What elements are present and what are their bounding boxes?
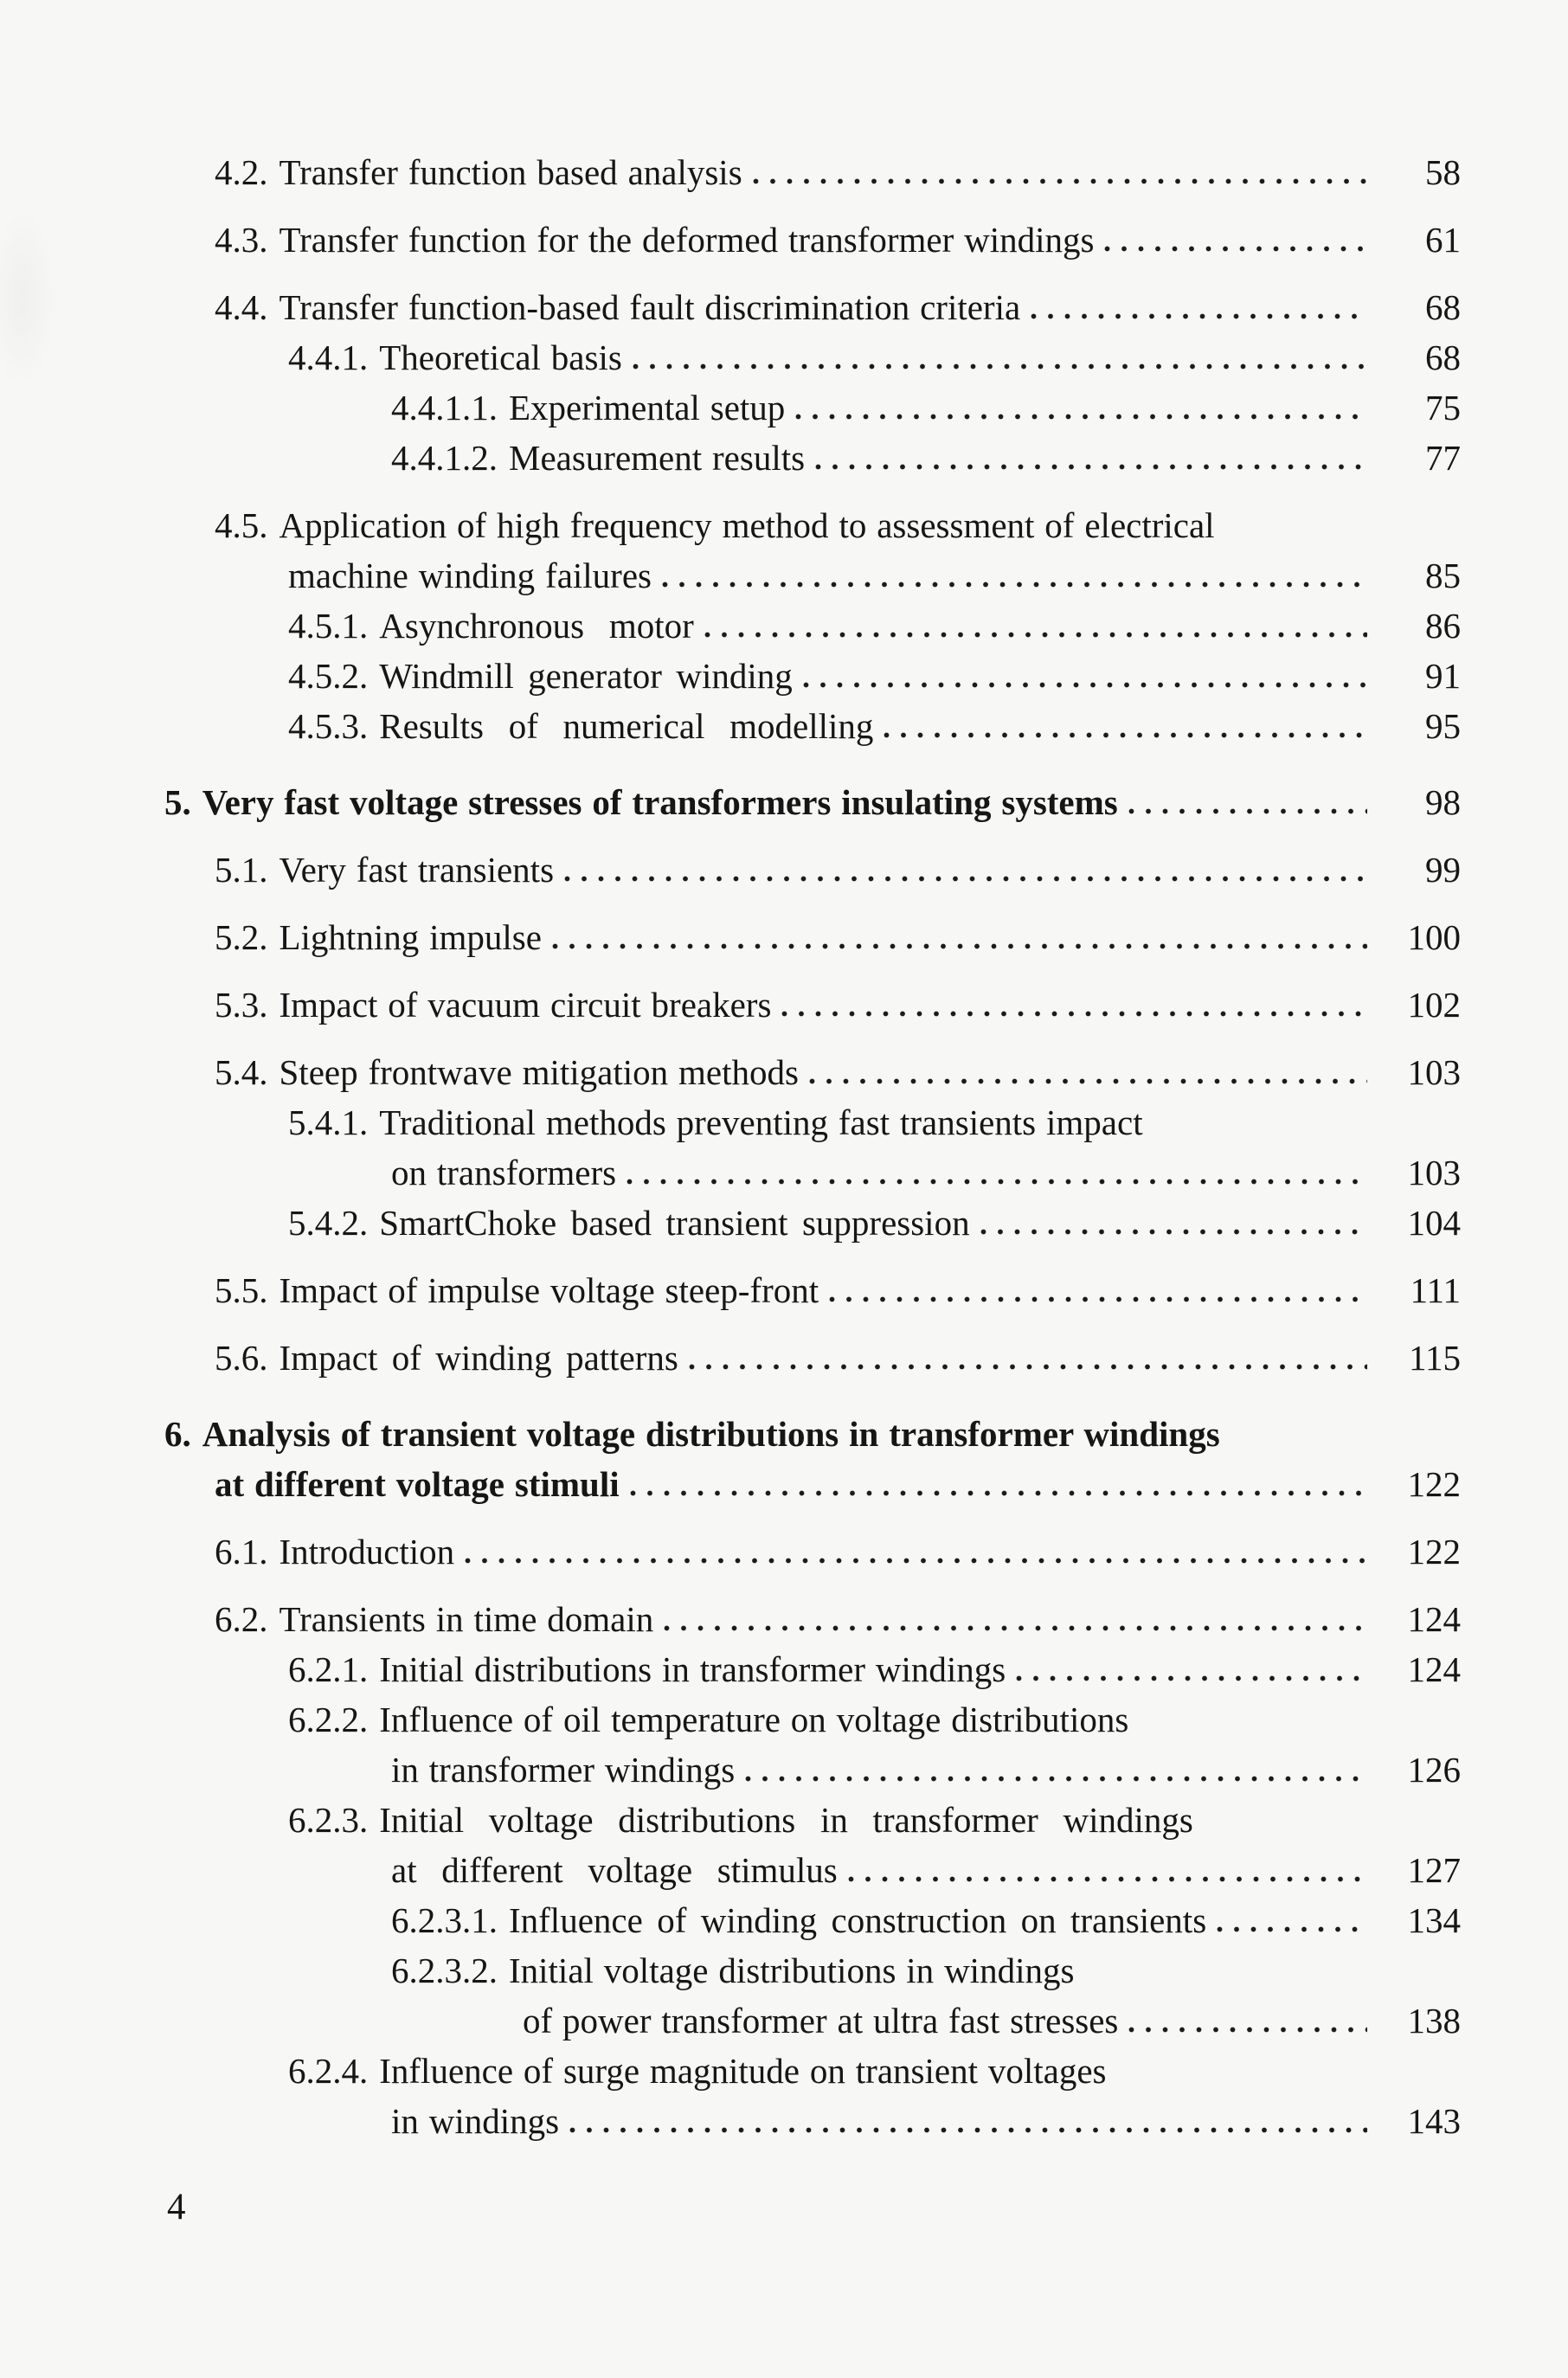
dot-leader xyxy=(829,1296,1367,1302)
entry-page-number: 103 xyxy=(1407,1153,1461,1192)
entry-title: Initial distributions in transformer windings xyxy=(379,1649,1006,1689)
dot-leader xyxy=(1016,1675,1367,1681)
entry-page-number: 138 xyxy=(1407,2001,1461,2041)
entry-title: Results of numerical modelling xyxy=(379,706,874,746)
entry-page-number: 91 xyxy=(1425,656,1461,696)
dot-leader xyxy=(753,178,1367,184)
entry-number: 6.1. xyxy=(215,1532,268,1571)
toc-entry xyxy=(0,651,1461,701)
toc-entry-continuation xyxy=(0,2096,1461,2146)
toc-entry xyxy=(0,1644,1461,1694)
entry-title: Transients in time domain xyxy=(279,1599,654,1639)
entry-page-number: 134 xyxy=(1407,1900,1461,1940)
dot-leader xyxy=(809,1078,1367,1084)
entry-number: 4.5.1. xyxy=(288,606,369,646)
dot-leader xyxy=(569,2127,1367,2133)
entry-number: 4.4.1.1. xyxy=(391,388,498,427)
entry-page-number: 68 xyxy=(1425,337,1461,377)
entry-number: 5.1. xyxy=(215,850,268,890)
entry-title: Lightning impulse xyxy=(279,917,542,957)
entry-title: Very fast voltage stresses of transformers insulating systems xyxy=(202,782,1118,822)
toc-entry xyxy=(0,382,1461,433)
entry-number: 4.5. xyxy=(215,505,268,545)
entry-title: of power transformer at ultra fast stresses xyxy=(523,2001,1119,2041)
entry-title: Introduction xyxy=(279,1532,455,1571)
dot-leader xyxy=(745,1776,1367,1782)
entry-number: 5.2. xyxy=(215,917,268,957)
toc-entry xyxy=(0,777,1461,827)
toc-entry xyxy=(0,1333,1461,1383)
entry-page-number: 58 xyxy=(1425,152,1461,192)
dot-leader xyxy=(630,1490,1367,1496)
toc-entry xyxy=(0,215,1461,265)
toc-entry-continuation xyxy=(0,1459,1461,1509)
dot-leader xyxy=(884,732,1367,738)
entry-title: on transformers xyxy=(391,1153,617,1192)
entry-number: 6.2.3. xyxy=(288,1800,369,1840)
entry-page-number: 143 xyxy=(1407,2101,1461,2141)
entry-title: SmartChoke based transient suppression xyxy=(379,1203,970,1243)
entry-number: 4.4.1.2. xyxy=(391,438,498,478)
toc-entry xyxy=(0,1409,1461,1459)
entry-title: in windings xyxy=(391,2101,560,2141)
toc-entry xyxy=(0,433,1461,483)
entry-title: Application of high frequency method to assessment of electrical xyxy=(279,505,1215,545)
entry-page-number: 85 xyxy=(1425,556,1461,595)
toc-entry xyxy=(0,1694,1461,1745)
entry-page-number: 95 xyxy=(1425,706,1461,746)
entry-number: 5.4.1. xyxy=(288,1102,369,1142)
toc-entry xyxy=(0,701,1461,751)
entry-number: 6.2.3.1. xyxy=(391,1900,498,1940)
entry-page-number: 68 xyxy=(1425,287,1461,327)
entry-title: at different voltage stimuli xyxy=(215,1464,620,1504)
entry-title: in transformer windings xyxy=(391,1750,736,1790)
toc-entry xyxy=(0,601,1461,651)
entry-title: Transfer function based analysis xyxy=(279,152,742,192)
entry-title: Measurement results xyxy=(509,438,806,478)
entry-title: Influence of oil temperature on voltage distributions xyxy=(379,1700,1129,1739)
entry-page-number: 75 xyxy=(1425,388,1461,427)
entry-number: 5.4.2. xyxy=(288,1203,369,1243)
entry-number: 4.3. xyxy=(215,220,268,260)
entry-page-number: 102 xyxy=(1407,985,1461,1025)
dot-leader xyxy=(781,1011,1367,1017)
entry-title: machine winding failures xyxy=(288,556,652,595)
table-of-contents xyxy=(0,147,1461,2146)
toc-entry xyxy=(0,980,1461,1030)
entry-number: 5.5. xyxy=(215,1270,268,1310)
entry-page-number: 124 xyxy=(1407,1649,1461,1689)
entry-page-number: 103 xyxy=(1407,1052,1461,1092)
entry-page-number: 127 xyxy=(1407,1850,1461,1890)
entry-title: Analysis of transient voltage distributions in transformer windings xyxy=(202,1414,1220,1454)
entry-title: Traditional methods preventing fast transients impact xyxy=(379,1102,1143,1142)
entry-number: 6.2.1. xyxy=(288,1649,369,1689)
dot-leader xyxy=(627,1179,1367,1185)
toc-entry xyxy=(0,1526,1461,1577)
entry-title: at different voltage stimulus xyxy=(391,1850,838,1890)
entry-number: 4.5.3. xyxy=(288,706,369,746)
toc-entry-continuation xyxy=(0,1996,1461,2046)
dot-leader xyxy=(795,414,1367,420)
dot-leader xyxy=(1104,246,1367,252)
entry-page-number: 126 xyxy=(1407,1750,1461,1790)
entry-title: Transfer function-based fault discrimination criteria xyxy=(279,287,1021,327)
entry-page-number: 111 xyxy=(1410,1270,1461,1310)
entry-number: 6.2. xyxy=(215,1599,268,1639)
dot-leader xyxy=(848,1876,1367,1882)
toc-entry-continuation xyxy=(0,550,1461,601)
dot-leader xyxy=(803,682,1367,688)
toc-entry xyxy=(0,500,1461,550)
toc-entry-continuation xyxy=(0,1845,1461,1895)
footer-page-number: 4 xyxy=(167,2187,186,2227)
entry-page-number: 99 xyxy=(1425,850,1461,890)
dot-leader xyxy=(633,363,1367,370)
entry-number: 4.4.1. xyxy=(288,337,369,377)
toc-entry xyxy=(0,2046,1461,2096)
entry-number: 5.3. xyxy=(215,985,268,1025)
dot-leader xyxy=(815,464,1367,470)
dot-leader xyxy=(980,1229,1367,1235)
entry-number: 4.4. xyxy=(215,287,268,327)
entry-number: 6.2.2. xyxy=(288,1700,369,1739)
dot-leader xyxy=(689,1364,1367,1370)
entry-title: Very fast transients xyxy=(279,850,555,890)
entry-page-number: 98 xyxy=(1425,782,1461,822)
toc-entry xyxy=(0,1594,1461,1644)
entry-number: 5.4. xyxy=(215,1052,268,1092)
entry-number: 4.5.2. xyxy=(288,656,369,696)
entry-page-number: 77 xyxy=(1425,438,1461,478)
entry-title: Initial voltage distributions in transformer windings xyxy=(379,1800,1193,1840)
dot-leader xyxy=(1128,808,1367,814)
entry-title: Impact of impulse voltage steep-front xyxy=(279,1270,819,1310)
toc-entry xyxy=(0,845,1461,895)
entry-page-number: 100 xyxy=(1407,917,1461,957)
toc-entry xyxy=(0,1047,1461,1097)
entry-page-number: 104 xyxy=(1407,1203,1461,1243)
entry-page-number: 86 xyxy=(1425,606,1461,646)
entry-title: Transfer function for the deformed transformer windings xyxy=(279,220,1095,260)
entry-number: 5.6. xyxy=(215,1338,268,1378)
dot-leader xyxy=(465,1558,1367,1564)
dot-leader xyxy=(1128,2027,1367,2033)
entry-number: 6. xyxy=(164,1414,191,1454)
entry-title: Influence of surge magnitude on transient voltages xyxy=(379,2051,1107,2091)
entry-page-number: 124 xyxy=(1407,1599,1461,1639)
toc-entry xyxy=(0,1895,1461,1945)
entry-number: 5. xyxy=(164,782,191,822)
toc-entry xyxy=(0,1097,1461,1147)
toc-entry-continuation xyxy=(0,1745,1461,1795)
toc-entry xyxy=(0,332,1461,382)
entry-number: 4.2. xyxy=(215,152,268,192)
dot-leader xyxy=(662,582,1367,588)
entry-title: Impact of vacuum circuit breakers xyxy=(279,985,772,1025)
dot-leader xyxy=(564,876,1367,882)
entry-page-number: 61 xyxy=(1425,220,1461,260)
entry-title: Theoretical basis xyxy=(379,337,622,377)
entry-number: 6.2.3.2. xyxy=(391,1951,498,1990)
entry-page-number: 122 xyxy=(1407,1464,1461,1504)
entry-title: Steep frontwave mitigation methods xyxy=(279,1052,799,1092)
dot-leader xyxy=(664,1625,1367,1631)
dot-leader xyxy=(704,632,1367,638)
entry-title: Impact of winding patterns xyxy=(279,1338,678,1378)
entry-title: Initial voltage distributions in windings xyxy=(509,1951,1075,1990)
toc-entry xyxy=(0,912,1461,962)
entry-title: Influence of winding construction on transients xyxy=(509,1900,1207,1940)
entry-title: Asynchronous motor xyxy=(379,606,694,646)
toc-entry xyxy=(0,147,1461,197)
entry-title: Experimental setup xyxy=(509,388,786,427)
dot-leader xyxy=(1217,1926,1367,1932)
toc-entry xyxy=(0,1795,1461,1845)
dot-leader xyxy=(552,943,1367,949)
toc-entry xyxy=(0,1198,1461,1248)
toc-entry xyxy=(0,282,1461,332)
toc-entry xyxy=(0,1945,1461,1996)
entry-number: 6.2.4. xyxy=(288,2051,369,2091)
entry-page-number: 115 xyxy=(1409,1338,1461,1378)
dot-leader xyxy=(1031,313,1367,319)
entry-title: Windmill generator winding xyxy=(379,656,793,696)
entry-page-number: 122 xyxy=(1407,1532,1461,1571)
toc-entry-continuation xyxy=(0,1147,1461,1198)
toc-entry xyxy=(0,1265,1461,1315)
